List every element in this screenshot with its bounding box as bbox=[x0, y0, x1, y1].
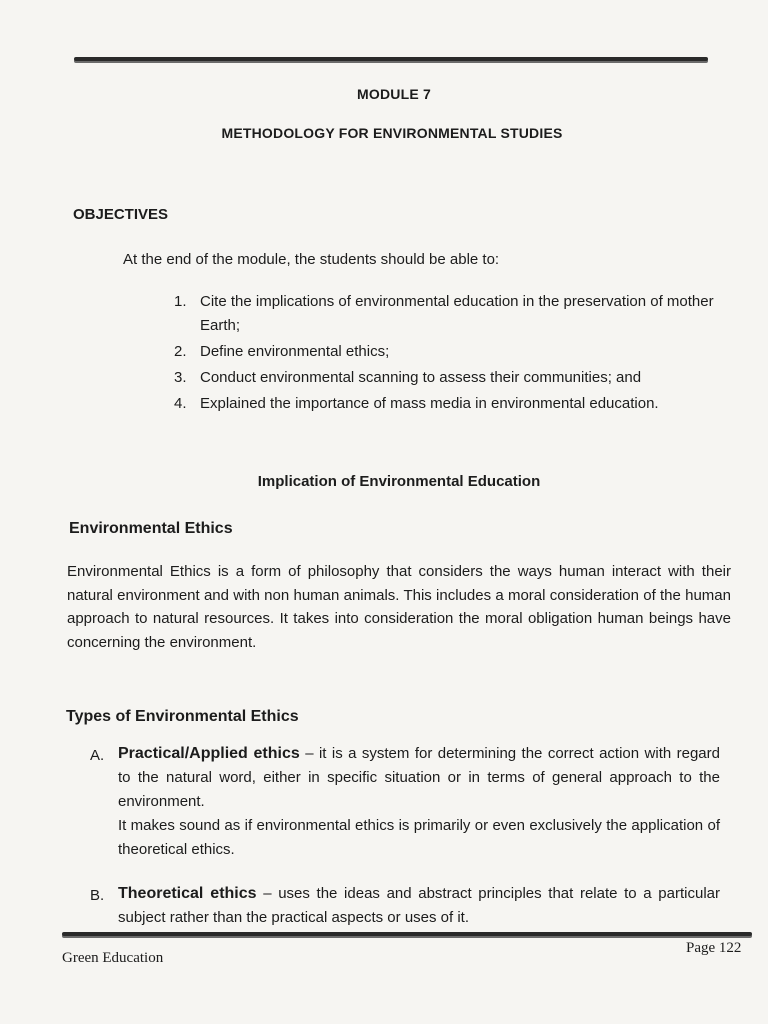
type-item-theoretical bbox=[90, 882, 720, 930]
list-item-text: Define environmental ethics; bbox=[200, 343, 390, 360]
type-item-practical bbox=[90, 742, 720, 862]
list-item-number: 3. bbox=[174, 369, 187, 386]
footer-title: Green Education bbox=[62, 950, 164, 966]
module-title: MODULE 7 bbox=[357, 86, 431, 102]
list-item-number: 4. bbox=[174, 395, 187, 412]
type-body bbox=[118, 882, 720, 930]
objectives-intro: At the end of the module, the students should be able to: bbox=[123, 251, 500, 268]
type-letter: A. bbox=[90, 747, 105, 764]
list-item bbox=[174, 340, 719, 364]
type-letter: B. bbox=[90, 887, 105, 904]
type-term: Theoretical ethics bbox=[118, 885, 257, 902]
page-number: Page 122 bbox=[686, 940, 742, 956]
bottom-rule bbox=[62, 932, 752, 936]
types-heading: Types of Environmental Ethics bbox=[66, 708, 299, 725]
list-item-number: 1. bbox=[174, 293, 187, 310]
list-item-text: Conduct environmental scanning to assess their communities; and bbox=[200, 369, 642, 386]
objectives-heading: OBJECTIVES bbox=[73, 206, 169, 223]
objectives-list bbox=[174, 290, 719, 418]
list-item bbox=[174, 290, 719, 338]
type-definition: – it is a system for determining the correct action with regard to the natural word, either in specific situation or in terms of general approach to the environment. bbox=[118, 745, 720, 810]
environmental-ethics-paragraph: Environmental Ethics is a form of philosophy that considers the ways human interact with their natural environment and with non human animals. This includes a moral consideration of the human approach to natural resources. It takes into consideration the moral obligation human beings have concerning the environment. bbox=[67, 563, 731, 651]
type-term: Practical/Applied ethics bbox=[118, 745, 300, 762]
section-heading: Implication of Environmental Education bbox=[257, 473, 541, 490]
type-body bbox=[118, 742, 720, 862]
type-definition: – uses the ideas and abstract principles that relate to a particular subject rather than the practical aspects or uses of it. bbox=[118, 885, 720, 926]
type-note: It makes sound as if environmental ethics is primarily or even exclusively the application of theoretical ethics. bbox=[118, 817, 720, 858]
list-item bbox=[174, 392, 719, 416]
module-subtitle: METHODOLOGY FOR ENVIRONMENTAL STUDIES bbox=[221, 125, 563, 141]
top-rule bbox=[74, 57, 708, 61]
list-item-text: Cite the implications of environmental education in the preservation of mother Earth; bbox=[200, 293, 714, 334]
list-item-text: Explained the importance of mass media in environmental education. bbox=[200, 395, 659, 412]
list-item-number: 2. bbox=[174, 343, 187, 360]
environmental-ethics-heading: Environmental Ethics bbox=[69, 520, 233, 537]
list-item bbox=[174, 366, 719, 390]
